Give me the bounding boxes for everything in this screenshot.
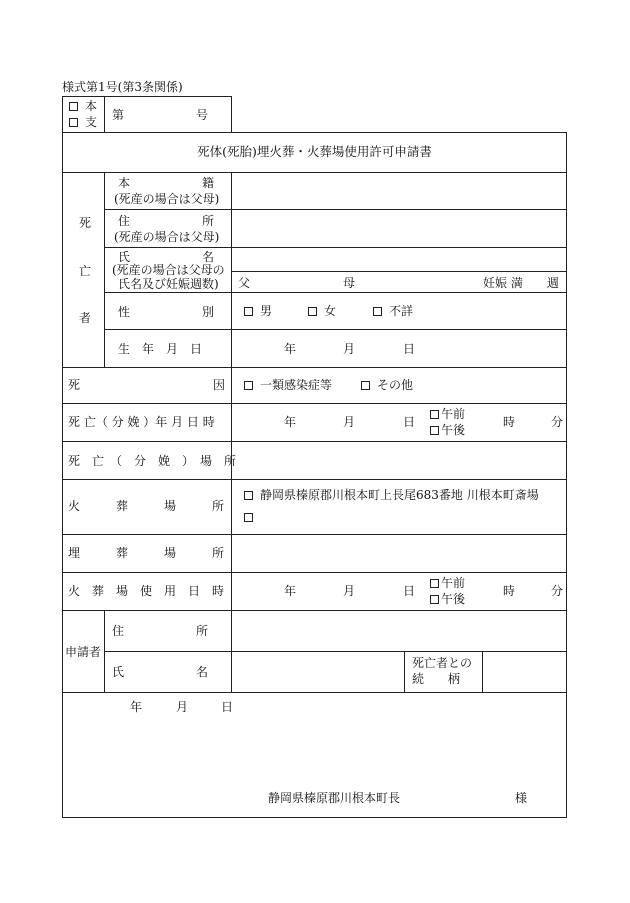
footer-sama: 様: [515, 791, 528, 805]
sex-unknown-checkbox[interactable]: [373, 307, 382, 316]
footer-day: 日: [221, 700, 234, 714]
jusho-note: (死産の場合は父母): [114, 230, 220, 244]
footer-month: 月: [176, 700, 189, 714]
death-month: 月: [343, 415, 356, 429]
death-minute: 分: [551, 415, 564, 429]
crem-am-checkbox[interactable]: [430, 579, 439, 588]
header-left-border: [62, 96, 63, 132]
cause-divider: [231, 367, 232, 403]
jusho-label: 住 所: [118, 214, 215, 228]
death-place-bottom-line: [62, 479, 567, 480]
crem-year: 年: [284, 584, 297, 598]
frame-right: [566, 132, 567, 818]
sex-unknown-label: 不詳: [389, 304, 414, 318]
deceased-char-2: 亡: [79, 264, 92, 278]
form-title: 死体(死胎)埋火葬・火葬場使用許可申請書: [197, 144, 432, 159]
shisho-label: 支: [85, 115, 98, 129]
applicant-address-bottom-line: [104, 651, 567, 652]
crem-datetime-bottom-line: [62, 610, 567, 611]
header-top-border: [62, 96, 232, 97]
honseki-label: 本 籍: [118, 176, 215, 190]
shimei-label: 氏 名: [118, 250, 215, 264]
mother-label: 母: [343, 276, 356, 290]
honseki-note: (死産の場合は父母): [114, 192, 220, 206]
cause-other-checkbox[interactable]: [361, 381, 370, 390]
birthdate-label: 生 年 月 日: [118, 342, 203, 356]
relation-right-divider: [482, 651, 483, 692]
relation-label-1: 死亡者との: [412, 656, 473, 670]
crematorium-option1-checkbox[interactable]: [244, 491, 253, 500]
cause-bottom-line: [62, 403, 567, 404]
death-pm-checkbox[interactable]: [430, 426, 439, 435]
cause-infectious-label: 一類感染症等: [260, 378, 333, 392]
crem-month: 月: [343, 584, 356, 598]
header-right-border: [231, 96, 232, 132]
crem-hour: 時: [503, 584, 516, 598]
dai-label: 第: [112, 108, 125, 122]
death-datetime-label: 死 亡（ 分 娩 ）年 月 日 時: [68, 415, 215, 429]
burial-place-label: 埋 葬 場 所: [68, 546, 225, 560]
deceased-label-divider: [231, 172, 232, 367]
applicant-name-label: 氏 名: [112, 665, 209, 679]
crem-datetime-label: 火 葬 場 使 用 日 時: [68, 584, 225, 598]
cause-label-left: 死: [68, 378, 81, 392]
shisho-checkbox[interactable]: [69, 118, 78, 127]
header-divider: [104, 96, 105, 132]
crem-pm-checkbox[interactable]: [430, 595, 439, 604]
sex-female-label: 女: [324, 304, 337, 318]
shimei-inner-line: [231, 271, 567, 272]
crematorium-label: 火 葬 場 所: [68, 499, 225, 513]
crematorium-option1-label: 静岡県榛原郡川根本町上長尾683番地 川根本町斎場: [260, 488, 539, 502]
sex-label: 性 別: [118, 305, 215, 319]
relation-label-2: 続 柄: [412, 672, 461, 686]
death-day: 日: [403, 415, 416, 429]
burial-bottom-line: [62, 572, 567, 573]
deceased-char-3: 者: [79, 311, 92, 325]
footer-year: 年: [130, 700, 143, 714]
death-year: 年: [284, 415, 297, 429]
death-hour: 時: [503, 415, 516, 429]
footer-addressee: 静岡県榛原郡川根本町長: [268, 791, 401, 805]
deceased-group-divider: [104, 172, 105, 367]
deceased-bottom-line: [62, 367, 567, 368]
cause-infectious-checkbox[interactable]: [244, 381, 253, 390]
pregnancy-weeks-label: 妊娠 満 週: [483, 276, 559, 290]
honsho-checkbox[interactable]: [69, 102, 78, 111]
crem-pm-label: 午後: [441, 592, 466, 606]
sex-bottom-line: [104, 329, 567, 330]
applicant-bottom-line: [62, 692, 567, 693]
birthdate-day: 日: [403, 342, 416, 356]
crem-minute: 分: [551, 584, 564, 598]
shimei-note-2: 氏名及び妊娠週数): [118, 277, 219, 291]
death-am-checkbox[interactable]: [430, 410, 439, 419]
applicant-label: 申請者: [65, 645, 102, 659]
death-datetime-divider: [231, 403, 232, 441]
crem-day: 日: [403, 584, 416, 598]
relation-left-divider: [404, 651, 405, 692]
father-label: 父: [238, 276, 251, 290]
frame-bottom: [62, 817, 567, 818]
crematorium-bottom-line: [62, 534, 567, 535]
death-place-label: 死 亡 （ 分 娩 ） 場 所: [68, 454, 237, 468]
sex-male-checkbox[interactable]: [244, 307, 253, 316]
death-pm-label: 午後: [441, 423, 466, 437]
crematorium-option2-checkbox[interactable]: [244, 513, 253, 522]
crem-datetime-divider: [231, 572, 232, 610]
cause-label-right: 因: [213, 378, 226, 392]
sex-female-checkbox[interactable]: [308, 307, 317, 316]
deceased-char-1: 死: [79, 216, 92, 230]
honsho-label: 本: [85, 99, 98, 113]
applicant-address-label: 住 所: [112, 624, 209, 638]
frame-left: [62, 132, 63, 818]
cause-other-label: その他: [377, 378, 414, 392]
form-number: 様式第1号(第3条関係): [62, 80, 183, 94]
crematorium-divider: [231, 479, 232, 534]
go-label: 号: [196, 108, 209, 122]
burial-divider: [231, 534, 232, 572]
shimei-note-1: (死産の場合は父母の: [112, 263, 225, 277]
jusho-bottom-line: [104, 247, 567, 248]
frame-top: [62, 132, 567, 133]
honseki-bottom-line: [104, 209, 567, 210]
birthdate-year: 年: [284, 342, 297, 356]
birthdate-month: 月: [343, 342, 356, 356]
crem-am-label: 午前: [441, 576, 466, 590]
shimei-bottom-line: [104, 292, 567, 293]
title-bottom-line: [62, 172, 567, 173]
death-datetime-bottom-line: [62, 441, 567, 442]
sex-male-label: 男: [260, 304, 273, 318]
death-am-label: 午前: [441, 407, 466, 421]
